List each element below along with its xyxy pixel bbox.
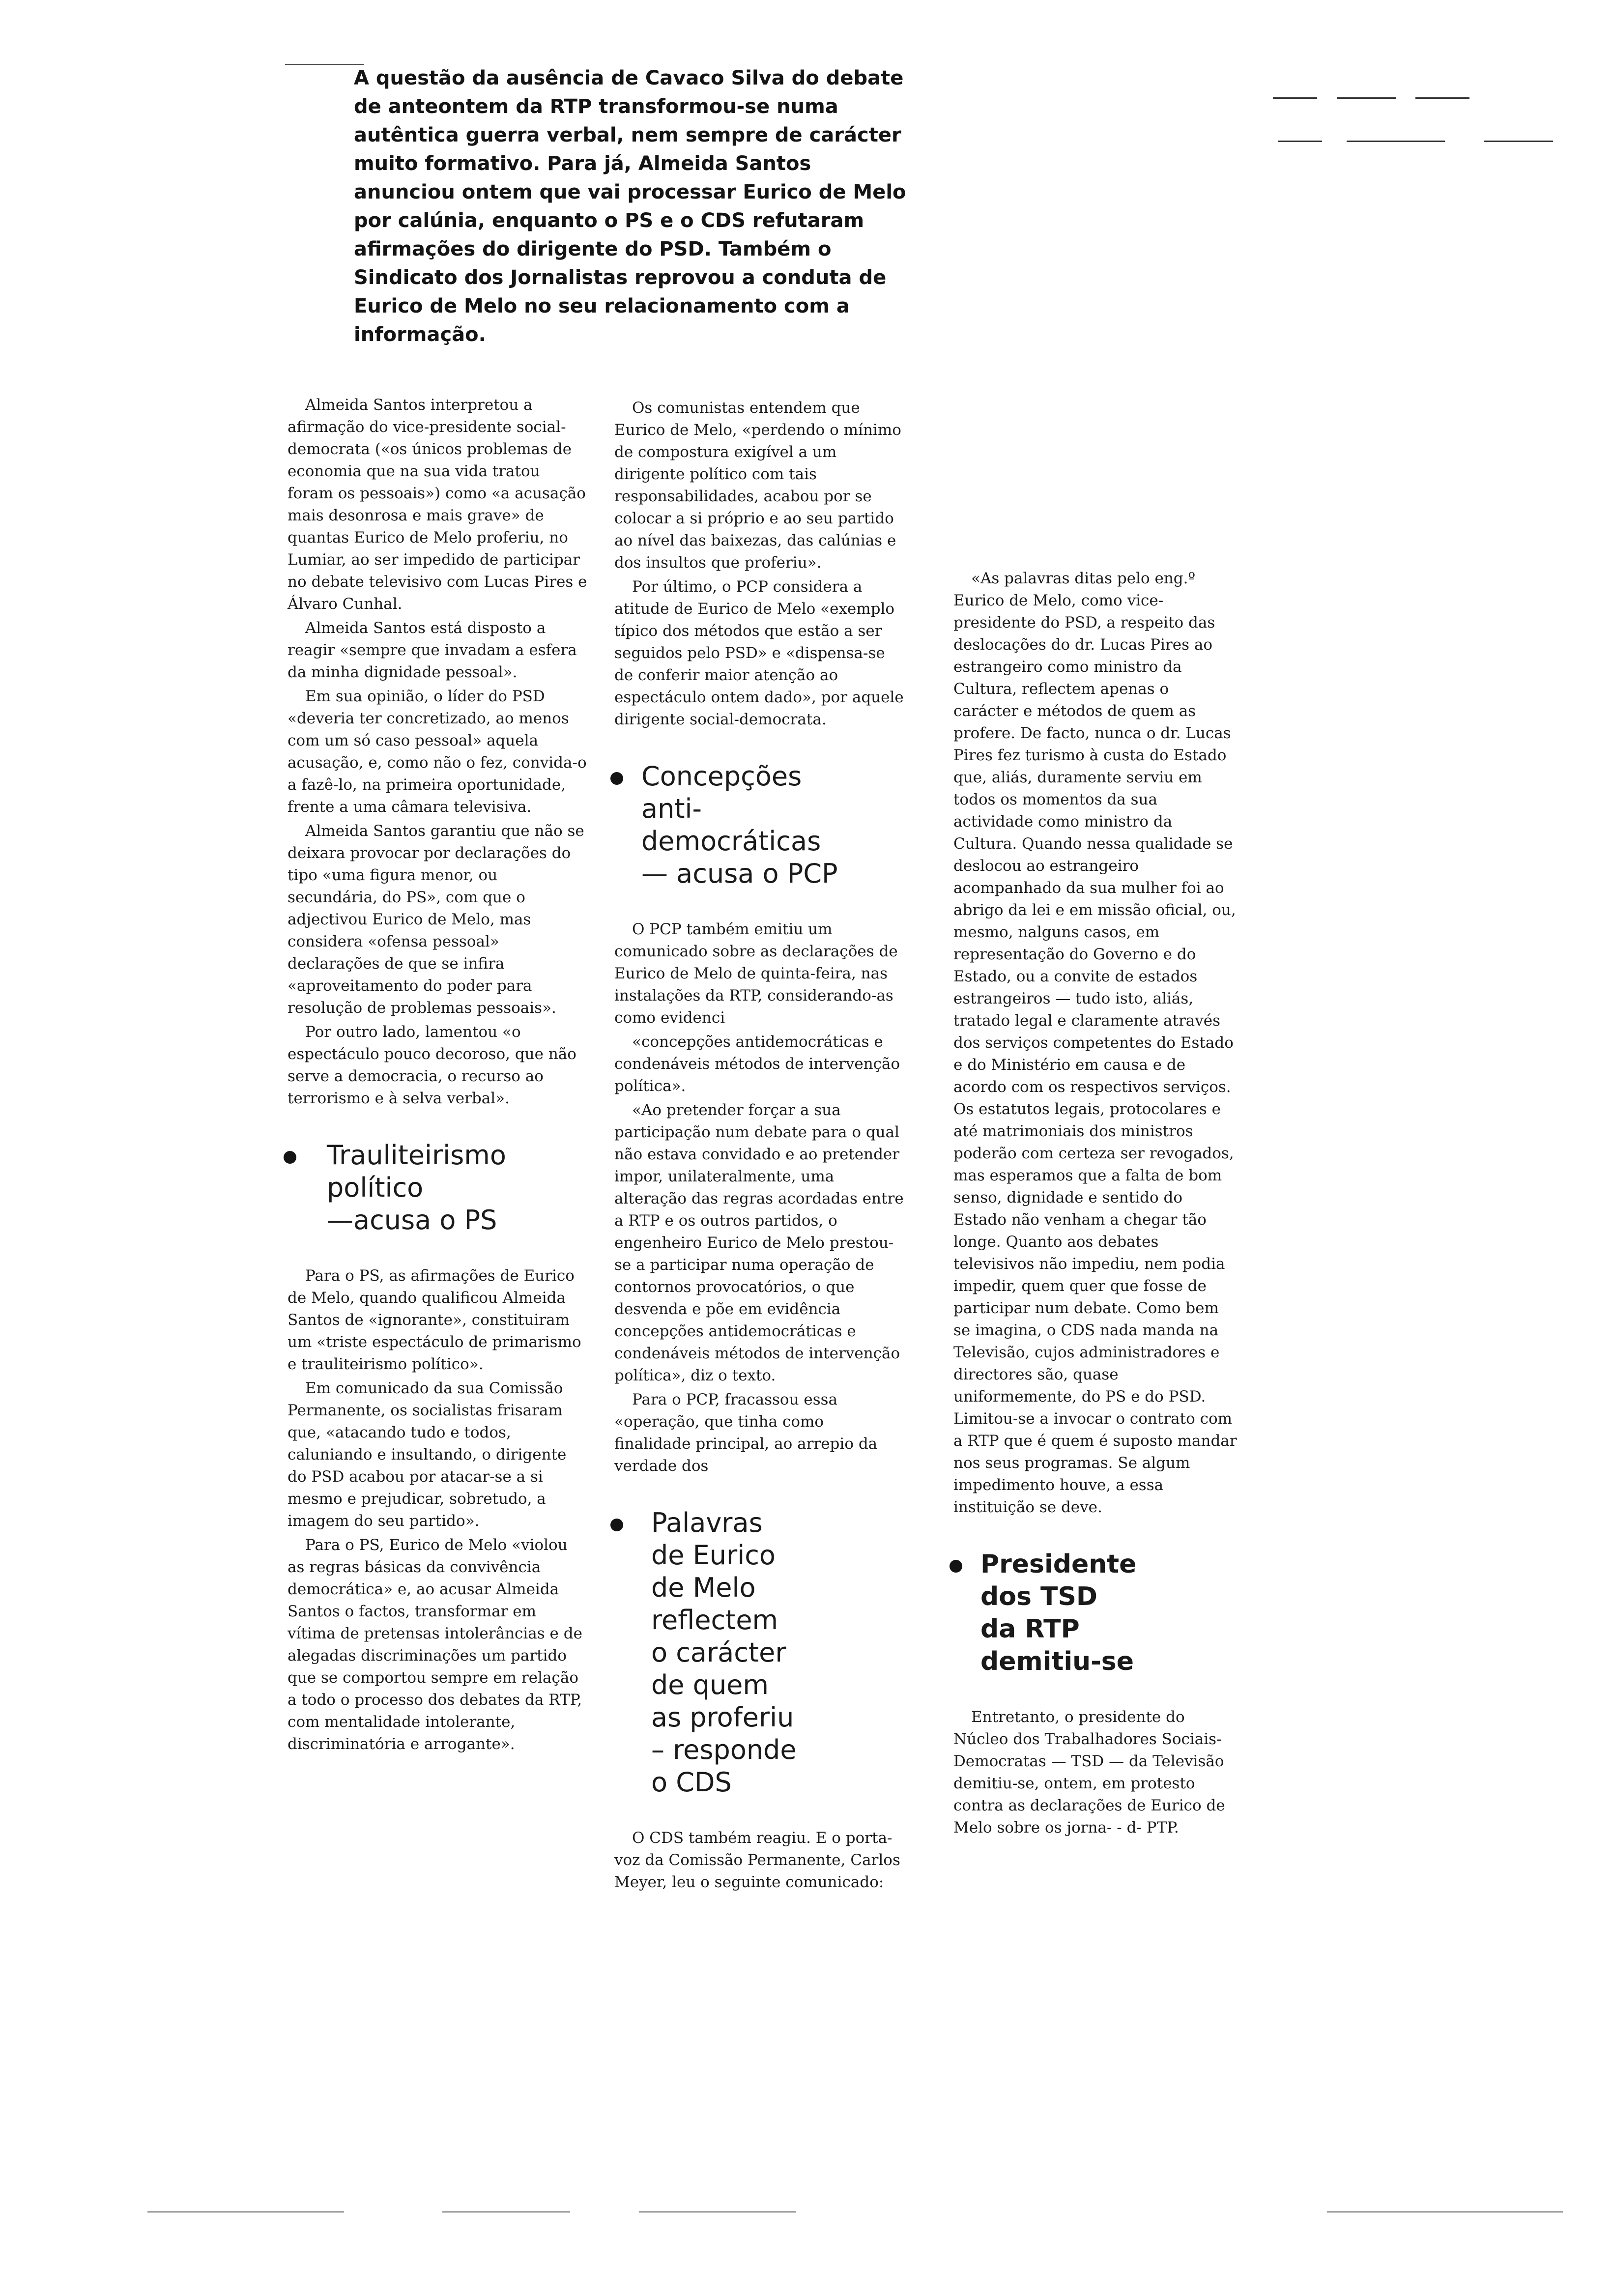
scan-mark	[1415, 97, 1469, 99]
bullet-icon	[284, 1151, 296, 1164]
subheading-line: Concepções	[641, 761, 802, 792]
paragraph: Em comunicado da sua Comissão Permanente, os socialistas frisaram que, «atacando tudo e todos, caluniando e insultando, o dirigente do PSD acabou por atacar-se a si mesmo e prejudicar, sobretudo, a imagem do seu partido».	[288, 1379, 567, 1530]
subheading-line: o carácter	[651, 1637, 786, 1668]
scan-mark	[1278, 141, 1322, 142]
subheading-line: – responde	[651, 1734, 797, 1765]
subheading-concepcoes	[614, 760, 904, 890]
bullet-icon	[950, 1560, 962, 1573]
scan-mark	[639, 2211, 796, 2212]
subheading-line: anti-	[641, 793, 702, 824]
subheading-trauliteirismo	[288, 1139, 587, 1236]
paragraph: Para o PS, as afirmações de Eurico de Melo, quando qualificou Almeida Santos de «ignorante», constituiram um «triste espectáculo de primarismo e trauliteirismo político».	[288, 1267, 581, 1373]
column-3	[953, 568, 1238, 1841]
subheading-line: — acusa o PCP	[641, 858, 838, 889]
paragraph: Para o PCP, fracassou essa «operação, que tinha como finalidade principal, ao arrepio da verdade dos	[614, 1391, 878, 1475]
paragraph: «Ao pretender forçar a sua participação num debate para o qual não estava convidado e ao pretender impor, unilateralmente, uma alteração das regras acordadas entre a RTP e os outros partidos, o engenheiro Eurico de Melo prestou-se a participar numa operação de contornos provocatórios, o que desvenda e põe em evidência concepções antidemocráticas e condenáveis métodos de intervenção política», diz o texto.	[614, 1101, 904, 1384]
bullet-icon	[610, 1519, 623, 1531]
scan-mark	[1347, 141, 1445, 142]
subheading-line: de Eurico	[651, 1540, 776, 1571]
paragraph: Por último, o PCP considera a atitude de Eurico de Melo «exemplo típico dos métodos que estão a ser seguidos pelo PSD» e «dispensa-se de conferir maior atenção ao espectáculo ontem dado», por aquele dirigente social-democrata.	[614, 578, 904, 728]
scan-mark	[1484, 141, 1553, 142]
column-2	[614, 397, 904, 1895]
subheading-palavras	[614, 1507, 904, 1799]
subheading-line: Presidente	[980, 1550, 1137, 1579]
subheading-line: Trauliteirismo	[327, 1140, 506, 1171]
scan-mark	[1273, 97, 1317, 99]
subheading-line: de Melo	[651, 1572, 756, 1603]
subheading-presidente	[953, 1548, 1238, 1678]
paragraph: «As palavras ditas pelo eng.º Eurico de Melo, como vice-presidente do PSD, a respeito das deslocações do dr. Lucas Pires ao estrangeiro como ministro da Cultura, reflectem apenas o carácter e métodos de quem as profere. De facto, nunca o dr. Lucas Pires fez turismo à custa do Estado que, aliás, duramente serviu em todos os momentos da sua actividade como ministro da Cultura. Quando nessa qualidade se deslocou ao estrangeiro acompanhado da sua mulher foi ao abrigo da lei e em missão oficial, ou, mesmo, nalguns casos, em representação do Governo e do Estado, ou a convite de estados estrangeiros — tudo isto, aliás, tratado legal e claramente através dos serviços competentes do Estado e do Ministério em causa e de acordo com os respectivos serviços. Os estatutos legais, protocolares e até matrimoniais dos ministros poderão com certeza ser revogados, mas esperamos que a falta de bom senso, dignidade e sentido do Estado não venham a chegar tão longe. Quanto aos debates televisivos não impediu, nem podia impedir, quem quer que fosse de participar num debate. Como bem se imagina, o CDS nada manda na Televisão, cujos administradores e directores são, quase uniformemente, do PS e do PSD. Limitou-se a invocar o contrato com a RTP que é quem é suposto mandar nos seus programas. Se algum impedimento houve, a essa instituição se deve.	[953, 570, 1237, 1516]
paragraph: Por outro lado, lamentou «o espectáculo pouco decoroso, que não serve a democracia, o recurso ao terrorismo e à selva verbal».	[288, 1023, 576, 1107]
subheading-line: democráticas	[641, 826, 821, 857]
subheading-line: Palavras	[651, 1507, 763, 1538]
lead-paragraph: A questão da ausência de Cavaco Silva do debate de anteontem da RTP transformou-se numa autêntica guerra verbal, nem sempre de carácter muito formativo. Para já, Almeida Santos anunciou ontem que vai processar Eurico de Melo por calúnia, enquanto o PS e o CDS refutaram afirmações do dirigente do PSD. Também o Sindicato dos Jornalistas reprovou a conduta de Eurico de Melo no seu relacionamento com a informação.	[354, 67, 906, 346]
subheading-line: de quem	[651, 1669, 769, 1700]
subheading-line: reflectem	[651, 1605, 778, 1636]
scan-mark	[442, 2211, 570, 2212]
subheading-line: dos TSD	[980, 1582, 1098, 1611]
subheading-line: o CDS	[651, 1767, 732, 1798]
scan-mark	[285, 64, 364, 65]
paragraph: Almeida Santos interpretou a afirmação do vice-presidente social-democrata («os únicos problemas de economia que na sua vida tratou foram os pessoais») como «a acusação mais desonrosa e mais grave» de quantas Eurico de Melo proferiu, no Lumiar, ao ser impedido de participar no debate televisivo com Lucas Pires e Álvaro Cunhal.	[288, 396, 587, 613]
paragraph: Almeida Santos está disposto a reagir «sempre que invadam a esfera da minha dignidade pessoal».	[288, 619, 577, 681]
paragraph: Entretanto, o presidente do Núcleo dos Trabalhadores Sociais-Democratas — TSD — da Televisão demitiu-se, ontem, em protesto contra as declarações de Eurico de Melo sobre os jorna- - d- PTP.	[953, 1708, 1225, 1837]
scan-mark	[1337, 97, 1396, 99]
paragraph: O CDS também reagiu. E o porta-voz da Comissão Permanente, Carlos Meyer, leu o seguinte comunicado:	[614, 1829, 900, 1891]
scan-mark	[147, 2211, 344, 2212]
paragraph: «concepções antidemocráticas e condenáveis métodos de intervenção política».	[614, 1033, 900, 1095]
bullet-icon	[610, 772, 623, 785]
paragraph: Almeida Santos garantiu que não se deixara provocar por declarações do tipo «uma figura menor, ou secundária, do PS», com que o adjectivou Eurico de Melo, mas considera «ofensa pessoal» declarações de que se infira «aproveitamento do poder para resolução de problemas pessoais».	[288, 822, 584, 1017]
subheading-line: as proferiu	[651, 1702, 794, 1733]
scan-mark	[1327, 2211, 1563, 2212]
subheading-line: da RTP	[980, 1614, 1080, 1644]
paragraph: Para o PS, Eurico de Melo «violou as regras básicas da convivência democrática» e, ao acusar Almeida Santos o factos, transformar em vítima de pretensas intolerâncias e de alegadas discriminações um partido que se comportou sempre em relação a todo o processo dos debates da RTP, com mentalidade intolerante, discriminatória e arrogante».	[288, 1536, 582, 1753]
subheading-line: —acusa o PS	[327, 1205, 497, 1235]
column-1	[288, 394, 587, 1757]
paragraph: Em sua opinião, o líder do PSD «deveria ter concretizado, ao menos com um só caso pessoal» aquela acusação, e, como não o fez, convida-o a fazê-lo, na primeira oportunidade, frente a uma câmara televisiva.	[288, 688, 587, 816]
subheading-line: demitiu-se	[980, 1647, 1134, 1676]
subheading-line: político	[327, 1172, 424, 1203]
paragraph: Os comunistas entendem que Eurico de Melo, «perdendo o mínimo de compostura exigível a um dirigente político com tais responsabilidades, acabou por se colocar a si próprio e ao seu partido ao nível das baixezas, das calúnias e dos insultos que proferiu».	[614, 399, 901, 572]
paragraph: O PCP também emitiu um comunicado sobre as declarações de Eurico de Melo de quinta-feira, nas instalações da RTP, considerando-as como evidenci	[614, 920, 898, 1027]
